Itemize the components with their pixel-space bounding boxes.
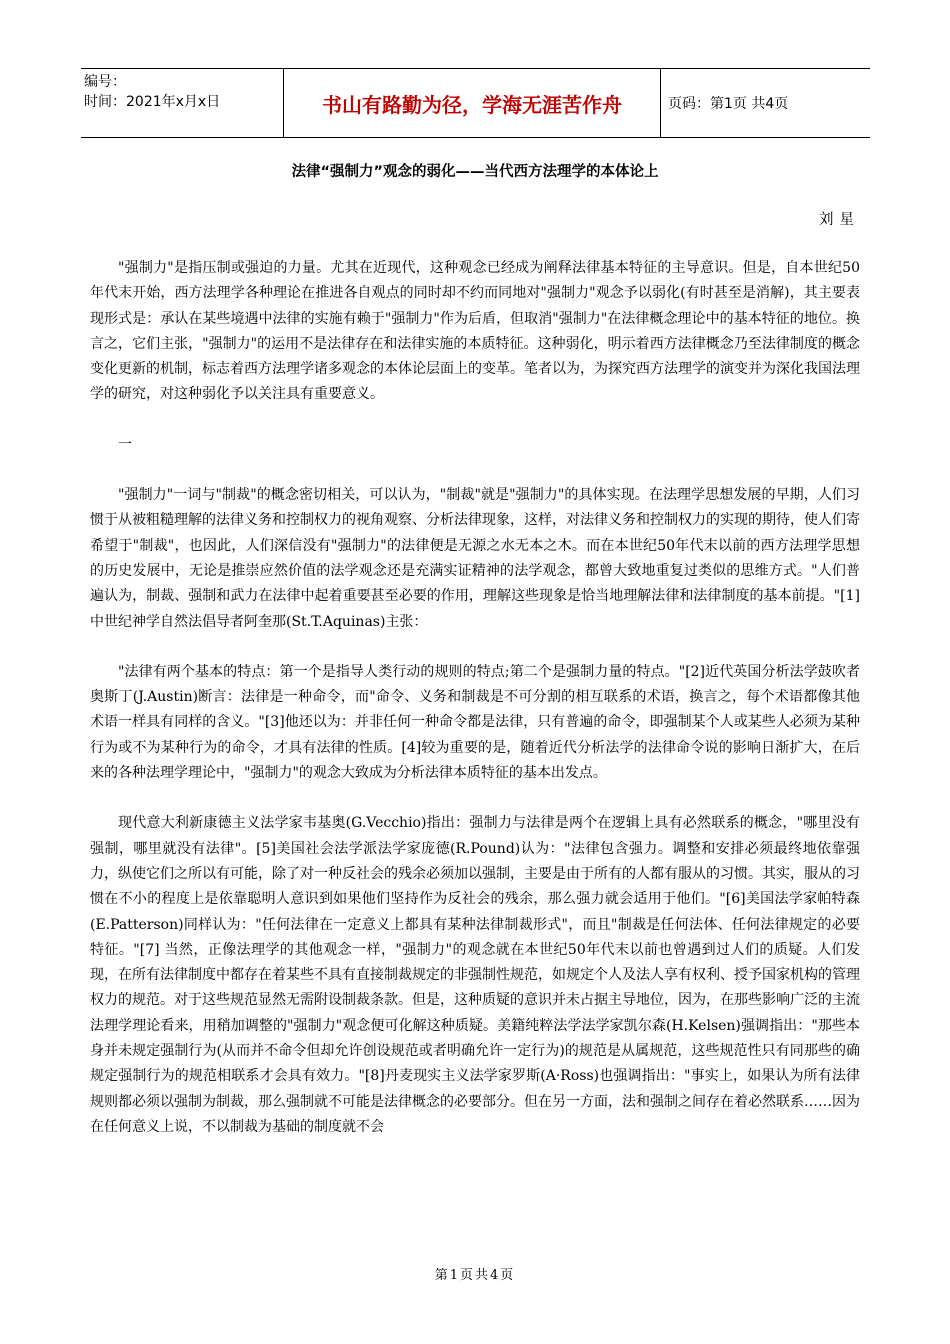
section-number: 一	[118, 436, 132, 453]
header-table	[81, 68, 870, 138]
document-title: 法律“强制力”观念的弱化——当代西方法理学的本体论上	[291, 164, 659, 180]
paragraph: 现代意大利新康德主义法学家韦基奥(G.Vecchio)指出：强制力与法律是两个在逻辑上具有必然联系的概念，"哪里没有强制，哪里就没有法律"。[5]美国社会法学派法学家庞德(R.Pound)认为："法律包含强力。调整和安排必须最终地依靠强力，纵使它们之所以有可能，除了对一种反社会的残余必须加以强制，主要是由于所有的人都有服从的习惯。其实，服从的习惯在不小的程度上是依靠聪明人意识到如果他们坚持作为反社会的残余，那么强力就会适用于他们。"[6]美国法学家帕特森(E.Patterson)同样认为："任何法律在一定意义上都具有某种法律制裁形式"，而且"制裁是任何法体、任何法律规定的必要特征。"[7] 当然，正像法理学的其他观念一样，"强制力"的观念就在本世纪50年代末以前也曾遇到过人们的质疑。人们发现，在所有法律制度中都存在着某些不具有直接制裁规定的非强制性规范，如规定个人及法人享有权利、授予国家机构的管理权力的规范。对于这些规范显然无需附设制裁条款。但是，这种质疑的意识并未占据主导地位，因为，在那些影响广泛的主流法理学理论看来，用稍加调整的"强制力"观念便可化解这种质疑。美籍纯粹法学法学家凯尔森(H.Kelsen)强调指出："那些本身并未规定强制行为(从而并不命令但却允许创设规范或者明确允许一定行为)的规范是从属规范，这些规范性只有同那些的确规定强制行为的规范相联系才会具有效力。"[8]丹麦现实主义法学家罗斯(A·Ross)也强调指出："事实上，如果认为所有法律规则都必须以强制为制裁，那么强制就不可能是法律概念的必要部分。但在另一方面，法和强制之间存在着必然联系……因为在任何意义上说，不以制裁为基础的制度就不会	[90, 815, 860, 1135]
author: 刘星	[819, 212, 860, 228]
number-label: 编号：	[84, 74, 126, 90]
date-label: 时间：2021年x月x日	[84, 94, 221, 110]
paragraph: "强制力"一词与"制裁"的概念密切相关，可以认为，"制裁"就是"强制力"的具体实现。在法理学思想发展的早期，人们习惯于从被粗糙理解的法律义务和控制权力的视角观察、分析法律现象，这样，对法律义务和控制权力的实现的期待，使人们寄希望于"制裁"，也因此，人们深信没有"强制力"的法律便是无源之水无本之木。而在本世纪50年代末以前的西方法理学思想的历史发展中，无论是推崇应然价值的法学观念还是充满实证精神的法学观念，都曾大致地重复过类似的思维方式。"人们普遍认为，制裁、强制和武力在法律中起着重要甚至必要的作用，理解这些现象是恰当地理解法律和法律制度的基本前提。"[1]中世纪神学自然法倡导者阿奎那(St.T.Aquinas)主张：	[90, 487, 860, 630]
header-left	[84, 72, 282, 112]
page-footer: 第1页共4页	[434, 1268, 516, 1283]
page-info: 页码：第1页 共4页	[668, 96, 789, 112]
paragraph: "法律有两个基本的特点：第一个是指导人类行动的规则的特点;第二个是强制力量的特点。"[2]近代英国分析法学鼓吹者奥斯丁(J.Austin)断言：法律是一种命令，而"命令、义务和制裁是不可分割的相互联系的术语，换言之，每个术语都像其他术语一样具有同样的含义。"[3]他还以为：并非任何一种命令都是法律，只有普遍的命令，即强制某个人或某些人必须为某种行为或不为某种行为的命令，才具有法律的性质。[4]较为重要的是，随着近代分析法学的法律命令说的影响日渐扩大，在后来的各种法理学理论中，"强制力"的观念大致成为分析法律本质特征的基本出发点。	[90, 663, 860, 782]
motto: 书山有路勤为径，学海无涯苦作舟	[283, 69, 661, 137]
document-body	[90, 256, 860, 1140]
paragraph-intro: "强制力"是指压制或强迫的力量。尤其在近现代，这种观念已经成为阐释法律基本特征的主导意识。但是，自本世纪50年代末开始，西方法理学各种理论在推进各自观点的同时却不约而同地对"强制力"观念予以弱化(有时甚至是消解)，其主要表现形式是：承认在某些境遇中法律的实施有赖于"强制力"作为后盾，但取消"强制力"在法律概念理论中的基本特征的地位。换言之，它们主张，"强制力"的运用不是法律存在和法律实施的本质特征。这种弱化，明示着西方法律概念乃至法律制度的概念变化更新的机制，标志着西方法理学诸多观念的本体论层面上的变革。笔者以为，为探究西方法理学的演变并为深化我国法理学的研究，对这种弱化予以关注具有重要意义。	[90, 260, 860, 403]
